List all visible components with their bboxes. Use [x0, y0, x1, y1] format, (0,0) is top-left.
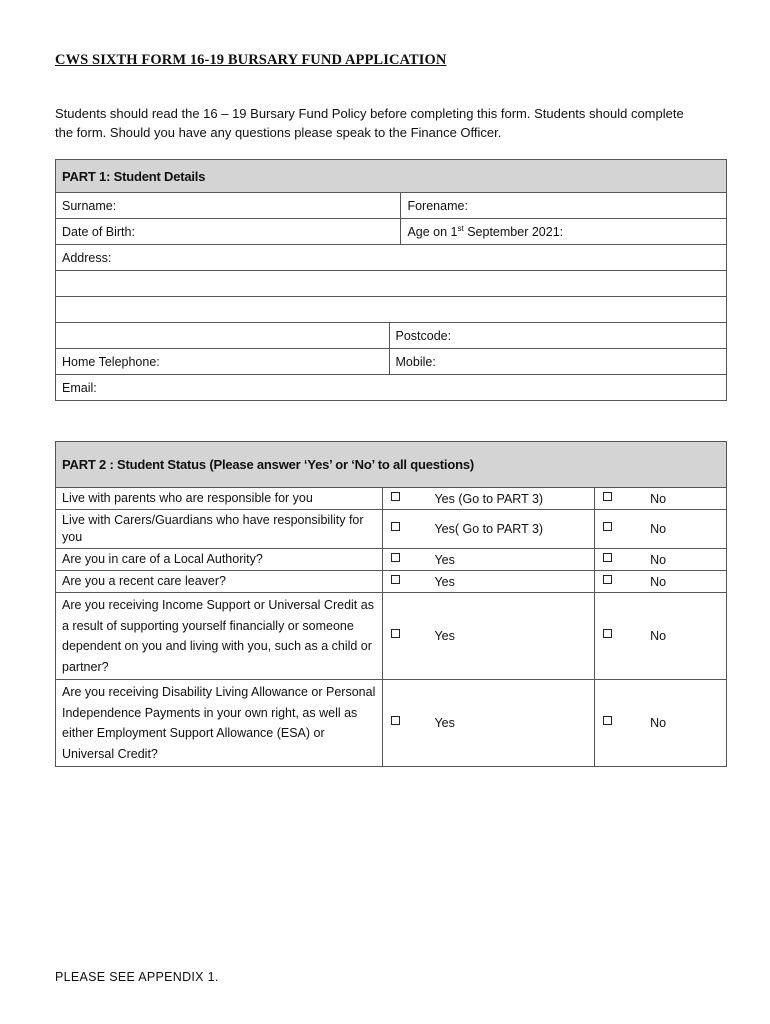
- yes-label: Yes: [434, 716, 455, 730]
- address-line-3[interactable]: [56, 297, 727, 323]
- status-row: [56, 680, 727, 767]
- yes-option[interactable]: [383, 680, 595, 767]
- part1-header: PART 1: Student Details: [56, 160, 727, 193]
- yes-label: Yes: [434, 552, 455, 567]
- status-row: [56, 549, 727, 571]
- age-label-suffix: September 2021:: [463, 225, 564, 240]
- no-label: No: [650, 552, 667, 567]
- home-telephone-field[interactable]: Home Telephone:: [56, 349, 390, 375]
- status-question: Live with parents who are responsible for you: [56, 488, 383, 510]
- status-row: [56, 488, 727, 510]
- status-row: [56, 571, 727, 593]
- intro-text: Students should read the 16 – 19 Bursary Fund Policy before completing this form. Students should complete the form. Should you have any questions please speak to the Finance Officer.: [55, 106, 684, 140]
- checkbox-icon[interactable]: [391, 629, 400, 638]
- checkbox-icon[interactable]: [603, 522, 612, 531]
- status-row: [56, 593, 727, 680]
- checkbox-icon[interactable]: [391, 492, 400, 501]
- address-line-4[interactable]: [56, 323, 390, 349]
- footer-note: PLEASE SEE APPENDIX 1.: [55, 970, 219, 984]
- age-field[interactable]: [401, 219, 727, 245]
- email-field[interactable]: Email:: [56, 375, 727, 401]
- status-question: Are you a recent care leaver?: [56, 571, 383, 593]
- status-question: Live with Carers/Guardians who have responsibility for you: [56, 510, 383, 549]
- age-label-prefix: Age on 1: [407, 225, 458, 240]
- checkbox-icon[interactable]: [391, 575, 400, 584]
- checkbox-icon[interactable]: [391, 553, 400, 562]
- checkbox-icon[interactable]: [391, 522, 400, 531]
- no-label: No: [650, 716, 667, 730]
- part2-header: PART 2 : Student Status (Please answer ‘Yes’ or ‘No’ to all questions): [56, 442, 727, 488]
- status-question: Are you receiving Disability Living Allowance or Personal Independence Payments in your own right, as well as either Employment Support Allowance (ESA) or Universal Credit?: [56, 680, 383, 767]
- yes-label: Yes: [434, 574, 455, 589]
- part2-student-status-table: [55, 441, 727, 767]
- yes-label: Yes: [434, 629, 455, 643]
- status-question: Are you in care of a Local Authority?: [56, 549, 383, 571]
- yes-option[interactable]: [383, 571, 595, 593]
- postcode-field[interactable]: Postcode:: [389, 323, 727, 349]
- yes-label: Yes( Go to PART 3): [434, 522, 544, 536]
- no-option[interactable]: [595, 680, 727, 767]
- no-option[interactable]: [595, 488, 727, 510]
- forename-field[interactable]: Forename:: [401, 193, 727, 219]
- part1-student-details-table: [55, 159, 727, 401]
- no-option[interactable]: [595, 549, 727, 571]
- address-field[interactable]: Address:: [56, 245, 727, 271]
- yes-label: Yes (Go to PART 3): [434, 491, 544, 506]
- yes-option[interactable]: [383, 549, 595, 571]
- no-label: No: [650, 629, 667, 643]
- status-question: Are you receiving Income Support or Universal Credit as a result of supporting yourself financially or someone dependent on you and living with you, such as a child or partner?: [56, 593, 383, 680]
- form-title: CWS SIXTH FORM 16-19 BURSARY FUND APPLICATION: [55, 52, 447, 68]
- mobile-field[interactable]: Mobile:: [389, 349, 727, 375]
- no-label: No: [650, 491, 667, 506]
- checkbox-icon[interactable]: [391, 716, 400, 725]
- checkbox-icon[interactable]: [603, 575, 612, 584]
- checkbox-icon[interactable]: [603, 716, 612, 725]
- age-label-sup: st: [457, 223, 464, 233]
- address-line-2[interactable]: [56, 271, 727, 297]
- yes-option[interactable]: [383, 510, 595, 549]
- checkbox-icon[interactable]: [603, 553, 612, 562]
- yes-option[interactable]: [383, 488, 595, 510]
- checkbox-icon[interactable]: [603, 629, 612, 638]
- yes-option[interactable]: [383, 593, 595, 680]
- dob-field[interactable]: Date of Birth:: [56, 219, 401, 245]
- checkbox-icon[interactable]: [603, 492, 612, 501]
- no-label: No: [650, 522, 667, 536]
- status-row: [56, 510, 727, 549]
- no-option[interactable]: [595, 571, 727, 593]
- surname-field[interactable]: Surname:: [56, 193, 401, 219]
- no-option[interactable]: [595, 593, 727, 680]
- no-label: No: [650, 574, 667, 589]
- no-option[interactable]: [595, 510, 727, 549]
